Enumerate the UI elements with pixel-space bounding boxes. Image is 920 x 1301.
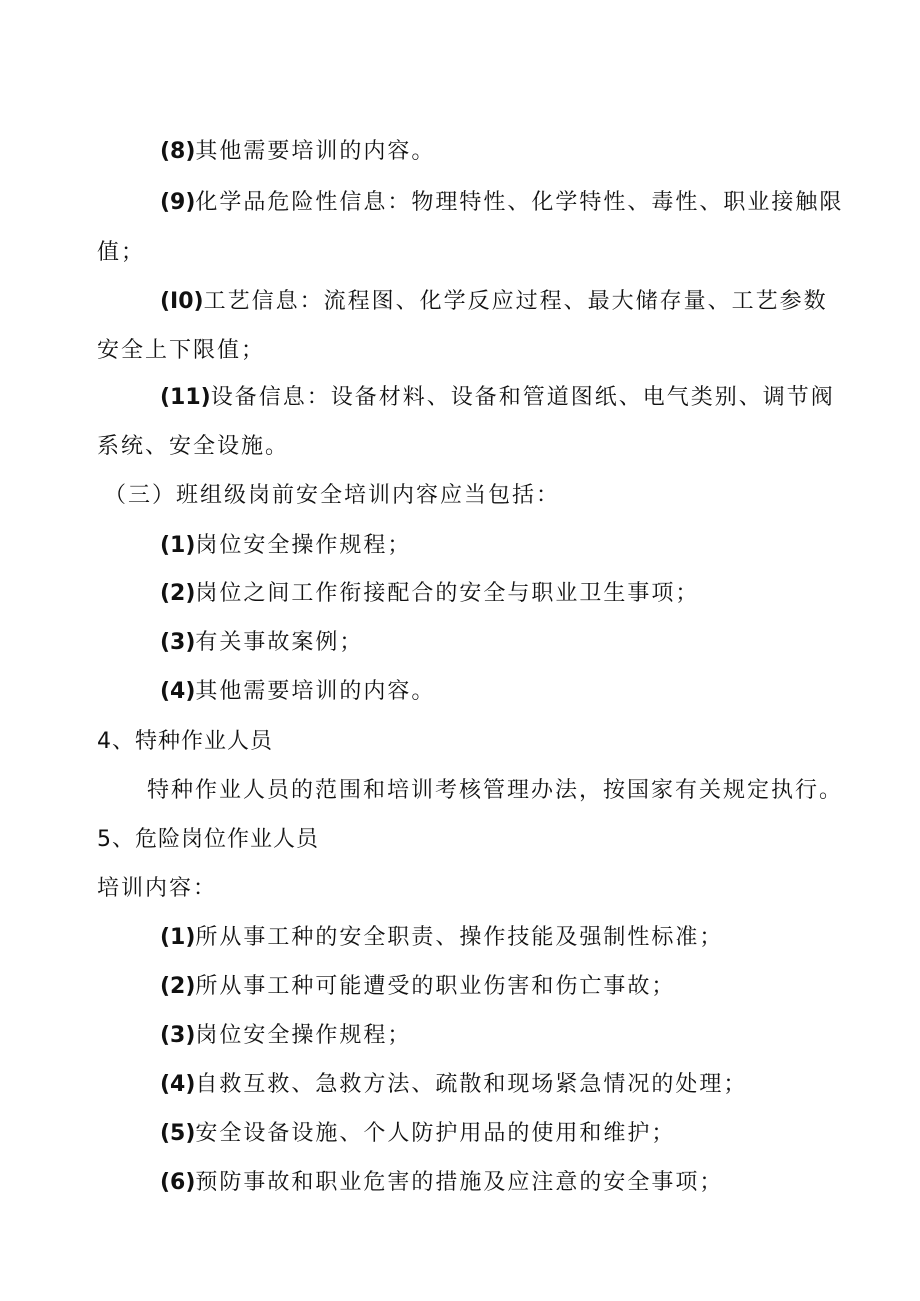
item-text: 工艺信息：流程图、化学反应过程、最大储存量、工艺参数 (203, 289, 828, 314)
item-text: 化学品危险性信息：物理特性、化学特性、毒性、职业接触限 (195, 190, 844, 215)
hazard-item-6-line (160, 1168, 723, 1198)
item-label: (4) (160, 679, 196, 704)
item-text: 所从事工种的安全职责、操作技能及强制性标准； (195, 925, 724, 950)
team-item-3-line (160, 628, 363, 658)
label-text: 培训内容： (97, 876, 218, 901)
item-9-continuation (97, 238, 145, 268)
special-operations-paragraph (147, 776, 843, 806)
item-text: 岗位安全操作规程； (195, 1023, 412, 1048)
item-10-continuation (97, 336, 265, 366)
item-11-line (160, 383, 835, 413)
item-text: 其他需要培训的内容。 (195, 139, 436, 164)
hazard-item-5-line (160, 1119, 675, 1149)
item-text: 自救互救、急救方法、疏散和现场紧急情况的处理； (195, 1072, 748, 1097)
item-text: 安全设备设施、个人防护用品的使用和维护； (195, 1121, 676, 1146)
item-text: 设备信息：设备材料、设备和管道图纸、电气类别、调节阀 (210, 385, 835, 410)
item-label: (11) (160, 385, 211, 410)
section-heading-hazardous-positions (97, 825, 319, 855)
item-10-line (160, 287, 828, 317)
item-label: (1) (160, 533, 196, 558)
item-label: (2) (160, 581, 196, 606)
section-heading-special-operations (97, 727, 273, 757)
item-9-line (160, 188, 843, 218)
item-label: (3) (160, 630, 196, 655)
item-text: 岗位之间工作衔接配合的安全与职业卫生事项； (195, 581, 700, 606)
item-text: 其他需要培训的内容。 (195, 679, 436, 704)
hazard-item-4-line (160, 1070, 747, 1100)
hazard-item-3-line (160, 1021, 411, 1051)
item-text: 预防事故和职业危害的措施及应注意的安全事项； (195, 1170, 724, 1195)
section-heading-team-level (104, 481, 560, 511)
item-text: 安全上下限值； (97, 338, 266, 363)
item-label: (3) (160, 1023, 196, 1048)
item-label: (2) (160, 974, 196, 999)
item-text: 有关事故案例； (195, 630, 364, 655)
team-item-4-line (160, 677, 435, 707)
heading-text: 5、危险岗位作业人员 (97, 827, 319, 852)
item-text: 系统、安全设施。 (97, 434, 290, 459)
item-text: 所从事工种可能遭受的职业伤害和伤亡事故； (195, 974, 676, 999)
item-label: (4) (160, 1072, 196, 1097)
team-item-2-line (160, 579, 699, 609)
item-11-continuation (97, 432, 289, 462)
item-label: (6) (160, 1170, 196, 1195)
training-content-label (97, 874, 217, 904)
item-label: (8) (160, 139, 196, 164)
team-item-1-line (160, 531, 411, 561)
heading-text: （三）班组级岗前安全培训内容应当包括： (104, 483, 561, 508)
item-8-line (160, 137, 435, 167)
heading-text: 4、特种作业人员 (97, 729, 273, 754)
item-label: (5) (160, 1121, 196, 1146)
item-label: (9) (160, 190, 196, 215)
item-label: (1) (160, 925, 196, 950)
item-text: 值； (97, 240, 146, 265)
hazard-item-2-line (160, 972, 675, 1002)
paragraph-text: 特种作业人员的范围和培训考核管理办法，按国家有关规定执行。 (147, 778, 844, 803)
hazard-item-1-line (160, 923, 723, 953)
item-text: 岗位安全操作规程； (195, 533, 412, 558)
item-label: (I0) (160, 289, 204, 314)
